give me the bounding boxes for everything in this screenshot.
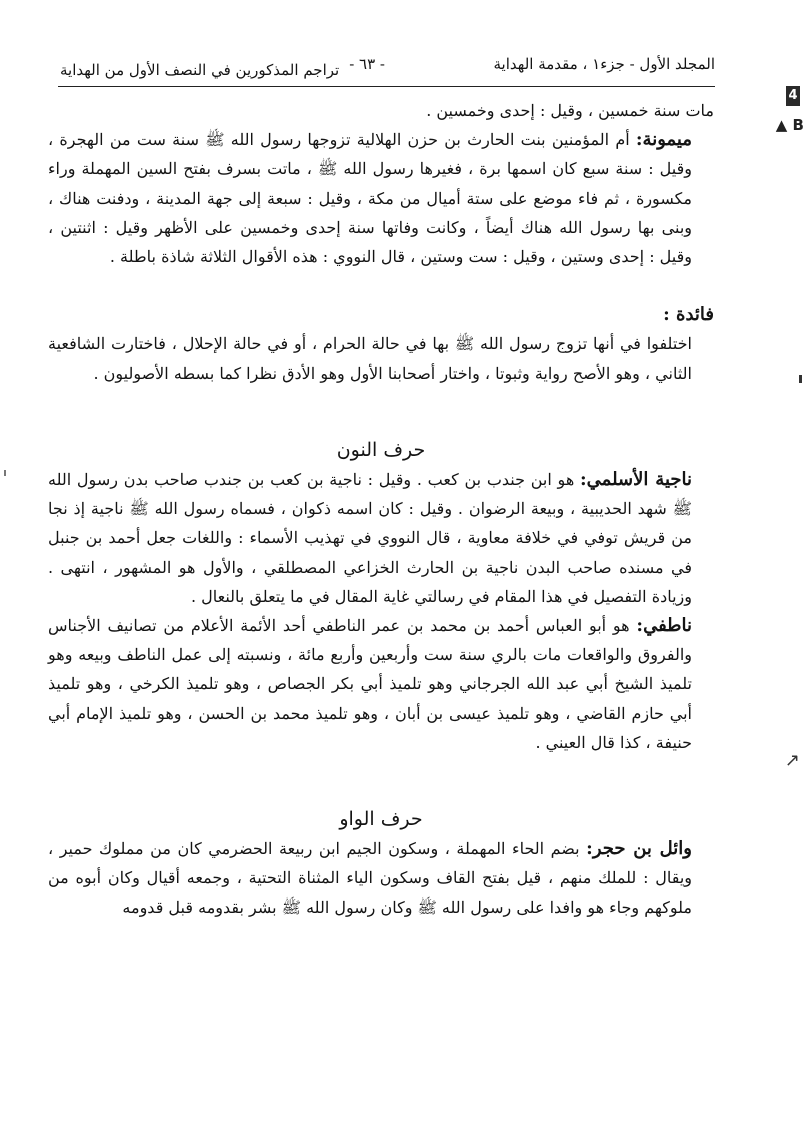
page-number: - ٦٣ - bbox=[349, 55, 385, 73]
entry-text: أم المؤمنين بنت الحارث بن حزن الهلالية تزوجها رسول الله ﷺ سنة ست من الهجرة ، وقيل : سنة سبع كان اسمها برة ، فغيرها رسول الله ﷺ ، ماتت بسرف بفتح السين المهملة وراء مكسورة ، ثم فاء موضع على ستة أميال من مكة ، وقيل : سبعة إلى جهة المدينة ، ودفنت هناك ، وبنى بها رسول الله هناك أيضاً ، وكانت وفاتها سنة إحدى وخمسين على الأظهر وقيل : اثنتين ، وقيل : إحدى وستين ، وقيل : ست وستين ، قال النووي : هذه الأقوال الثلاثة شاذة باطلة . bbox=[48, 130, 692, 267]
right-margin-marks bbox=[774, 0, 804, 1125]
margin-b-mark: ▲ B bbox=[775, 116, 804, 134]
spacer bbox=[48, 388, 714, 436]
entry-name: ناجية الأسلمي: bbox=[580, 469, 692, 491]
spacer bbox=[48, 271, 714, 300]
page-body bbox=[48, 96, 714, 922]
left-margin-mark bbox=[4, 470, 6, 476]
margin-hook-icon: ↗ bbox=[784, 750, 800, 771]
entry-text: هو أبو العباس أحمد بن محمد بن عمر الناطفي أحد الأئمة الأعلام من تصانيف الأجناس والفروق والواقعات مات بالري سنة ست وأربعين وأربع مائة ، ونسبته إلى عمل الناطف وبيعه وهو تلميذ الشيخ أبي عبد الله الجرجاني وهو تلميذ أبي بكر الجصاص ، وهو تلميذ الكرخي ، وهو تلميذ أبي حازم القاضي ، وهو تلميذ عيسى بن أبان ، وهو تلميذ محمد بن الحسن ، وهو تلميذ الإمام أبي حنيفة ، كذا قال العيني . bbox=[48, 616, 692, 752]
entry-text: هو ابن جندب بن كعب . وقيل : ناجية بن كعب بن جندب صاحب بدن رسول الله ﷺ شهد الحديبية ، وبيعة الرضوان . وقيل : كان اسمه ذكوان ، فسماه رسول الله ﷺ ناجية إذ نجا من قريش توفي في خلافة معاوية ، قال النووي في تهذيب الأسماء : واللغات جعل أحمد بن جنبل في مسنده صاحب البدن ناجية بن الحارث الخزاعي المصطلقي ، والأول هو المشهور ، انتهى . وزيادة التفصيل في هذا المقام في رسالتي غاية المقال في ما يتعلق بالنعال . bbox=[48, 470, 693, 606]
section-heading-nun: حرف النون bbox=[336, 438, 426, 461]
entry-name: ناطفي: bbox=[636, 615, 692, 637]
header-volume: المجلد الأول - جزء١ ، مقدمة الهداية bbox=[493, 55, 715, 73]
entry-name: وائل بن حجر: bbox=[586, 838, 692, 860]
entry-text: بضم الحاء المهملة ، وسكون الجيم ابن ربيعة الحضرمي كان من مملوك حمير ، ويقال : للملك منهم ، قيل بفتح القاف وسكون الياء المثناة التحتية ، وجمعه أقيال وكان أبوه من ملوكهم وجاء هو وافدا على رسول الله ﷺ وكان رسول الله ﷺ بشر بقدومه قبل قدومه bbox=[48, 839, 693, 917]
entry-najiya bbox=[48, 465, 714, 611]
opening-line: مات سنة خمسين ، وقيل : إحدى وخمسين . bbox=[426, 101, 714, 120]
header-rule bbox=[58, 86, 715, 87]
margin-number: 4 bbox=[786, 86, 800, 106]
faida-title: فائدة : bbox=[663, 304, 714, 326]
running-header bbox=[60, 48, 715, 84]
faida-text: اختلفوا في أنها تزوج رسول الله ﷺ بها في حالة الحرام ، أو في حالة الإحلال ، فاختارت الشافعية الثاني ، وهو الأصح رواية وثبوتا ، واختار أصحابنا الأول وهو الأدق نظرا كما بسطه الأصوليون . bbox=[48, 334, 692, 383]
section-heading-waw: حرف الواو bbox=[339, 808, 423, 831]
entry-natifi bbox=[48, 611, 714, 757]
entry-maymuna bbox=[48, 125, 714, 271]
header-title: تراجم المذكورين في النصف الأول من الهداية bbox=[60, 61, 340, 79]
margin-dot bbox=[799, 375, 802, 383]
entry-wail bbox=[48, 834, 714, 922]
spacer bbox=[48, 757, 714, 805]
entry-name: ميمونة: bbox=[635, 129, 692, 151]
